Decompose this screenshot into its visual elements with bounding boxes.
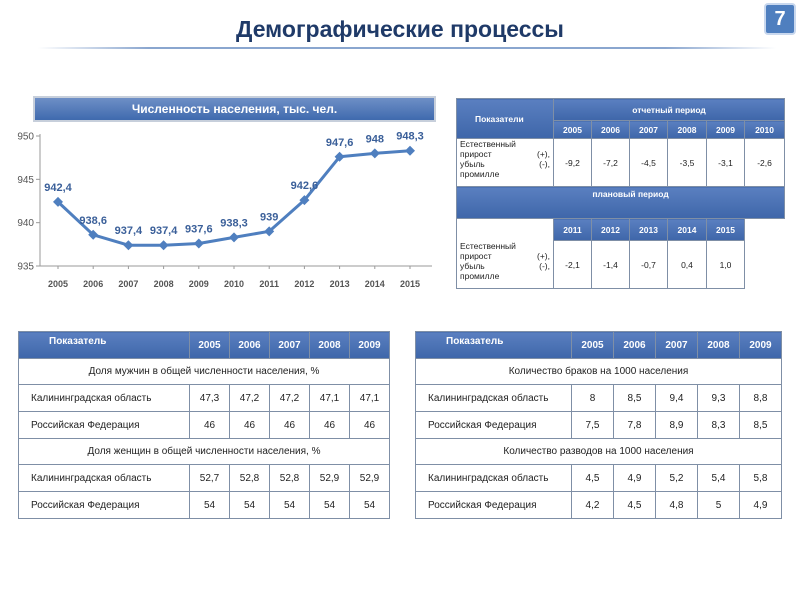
year-header: 2012: [592, 219, 630, 241]
indicator-header: Показатель: [416, 332, 572, 359]
title-divider: [38, 47, 776, 49]
row-label: Российская Федерация: [416, 492, 572, 519]
indicator-header: Показатели: [457, 99, 554, 139]
value-cell: -1,4: [592, 241, 630, 289]
marriage-divorce-table: [415, 331, 782, 519]
data-label: 942,6: [290, 180, 319, 193]
y-tick-label: 950: [17, 131, 34, 143]
value-cell: 46: [270, 412, 310, 439]
data-label: 948,3: [396, 130, 424, 143]
value-cell: -3,5: [668, 139, 707, 187]
value-cell: 54: [230, 492, 270, 519]
value-cell: 47,2: [270, 385, 310, 412]
indicator-header: Показатель: [19, 332, 190, 359]
value-cell: 52,8: [230, 465, 270, 492]
indicator-label: [457, 241, 554, 289]
value-cell: 46: [350, 412, 390, 439]
row-label: Калининградская область: [19, 385, 190, 412]
indicator-label-line: Естественный: [460, 240, 516, 251]
population-line-chart: [0, 122, 440, 300]
value-cell: 54: [350, 492, 390, 519]
indicator-label-line: прирост (+),: [460, 149, 550, 159]
value-cell: -7,2: [592, 139, 630, 187]
page-title: Демографические процессы: [236, 16, 564, 42]
value-cell: -4,5: [630, 139, 668, 187]
indicator-label-line: промилле: [460, 169, 500, 179]
value-cell: -2,6: [745, 139, 785, 187]
year-header: 2007: [656, 332, 698, 359]
value-cell: 8,9: [656, 412, 698, 439]
series-line: [58, 151, 410, 245]
indicator-label-line: убыль (-),: [460, 260, 550, 271]
chart-title-banner: Численность населения, тыс. чел.: [33, 96, 436, 122]
x-tick-label: 2011: [259, 279, 279, 289]
row-label: Российская Федерация: [416, 412, 572, 439]
year-header: 2008: [310, 332, 350, 359]
x-tick-label: 2014: [364, 279, 385, 289]
data-label: 938,6: [79, 214, 107, 227]
x-tick-label: 2012: [294, 279, 315, 289]
indicator-label-line: Естественный: [460, 139, 516, 149]
value-cell: 9,4: [656, 385, 698, 412]
year-header: 2014: [668, 219, 707, 241]
row-label: Российская Федерация: [19, 492, 190, 519]
indicator-label-line: убыль (-),: [460, 159, 550, 169]
value-cell: 47,3: [190, 385, 230, 412]
row-label: Калининградская область: [416, 385, 572, 412]
row-label: Российская Федерация: [19, 412, 190, 439]
value-cell: 5,8: [740, 465, 782, 492]
value-cell: 8: [572, 385, 614, 412]
blank-cell: [745, 241, 785, 289]
value-cell: 52,8: [270, 465, 310, 492]
year-header: 2006: [230, 332, 270, 359]
blank-cell: [457, 219, 554, 241]
data-label: 939: [260, 211, 279, 224]
value-cell: 4,9: [614, 465, 656, 492]
value-cell: 4,5: [614, 492, 656, 519]
value-cell: 8,3: [698, 412, 740, 439]
section-title-row: Доля женщин в общей численности населения, %: [19, 439, 390, 465]
year-header: 2009: [740, 332, 782, 359]
blank-cell: [745, 219, 785, 241]
year-header: 2010: [745, 121, 785, 139]
data-point-marker: [159, 240, 169, 250]
section-title-row: Количество разводов на 1000 населения: [416, 439, 782, 465]
value-cell: -9,2: [554, 139, 592, 187]
value-cell: 9,3: [698, 385, 740, 412]
y-tick-label: 940: [17, 218, 34, 230]
data-label: 942,4: [44, 181, 72, 194]
year-header: 2013: [630, 219, 668, 241]
section-title-row: Количество браков на 1000 населения: [416, 359, 782, 385]
year-header: 2005: [190, 332, 230, 359]
row-label: Калининградская область: [416, 465, 572, 492]
section-title-row: Доля мужчин в общей численности населения, %: [19, 359, 390, 385]
indicator-label: [457, 139, 554, 187]
year-header: 2008: [698, 332, 740, 359]
natural-growth-table: [456, 98, 785, 289]
data-label: 938,3: [220, 217, 248, 230]
value-cell: 0,4: [668, 241, 707, 289]
value-cell: 7,5: [572, 412, 614, 439]
value-cell: 8,8: [740, 385, 782, 412]
value-cell: -2,1: [554, 241, 592, 289]
value-cell: 5,4: [698, 465, 740, 492]
value-cell: 1,0: [707, 241, 745, 289]
value-cell: 7,8: [614, 412, 656, 439]
value-cell: 8,5: [614, 385, 656, 412]
data-point-marker: [370, 148, 380, 158]
y-tick-label: 935: [17, 261, 34, 273]
year-header: 2007: [270, 332, 310, 359]
x-tick-label: 2007: [118, 279, 139, 289]
value-cell: 52,9: [310, 465, 350, 492]
reported-period-header: отчетный период: [554, 99, 785, 121]
data-label: 937,4: [114, 225, 143, 238]
indicator-label-line: промилле: [460, 270, 500, 281]
value-cell: 47,2: [230, 385, 270, 412]
value-cell: 47,1: [350, 385, 390, 412]
value-cell: 5: [698, 492, 740, 519]
x-tick-label: 2010: [223, 279, 245, 289]
year-header: 2005: [554, 121, 592, 139]
value-cell: 5,2: [656, 465, 698, 492]
value-cell: 46: [310, 412, 350, 439]
planned-period-header: плановый период: [457, 187, 785, 219]
slide-number-badge: 7: [764, 3, 796, 35]
year-header: 2015: [707, 219, 745, 241]
gender-share-table: [18, 331, 390, 519]
year-header: 2005: [572, 332, 614, 359]
value-cell: 52,7: [190, 465, 230, 492]
value-cell: 54: [270, 492, 310, 519]
value-cell: -0,7: [630, 241, 668, 289]
value-cell: 4,2: [572, 492, 614, 519]
data-label: 948: [365, 133, 384, 146]
data-label: 937,6: [185, 223, 213, 236]
year-header: 2006: [592, 121, 630, 139]
value-cell: 46: [230, 412, 270, 439]
data-point-marker: [229, 232, 239, 242]
value-cell: 54: [190, 492, 230, 519]
data-label: 937,4: [149, 225, 178, 238]
data-point-marker: [123, 240, 133, 250]
data-label: 947,6: [325, 136, 354, 149]
value-cell: 46: [190, 412, 230, 439]
value-cell: 4,5: [572, 465, 614, 492]
value-cell: -3,1: [707, 139, 745, 187]
year-header: 2007: [630, 121, 668, 139]
x-tick-label: 2009: [188, 279, 209, 289]
value-cell: 4,8: [656, 492, 698, 519]
y-tick-label: 945: [17, 174, 34, 186]
x-tick-label: 2005: [47, 279, 69, 289]
year-header: 2009: [350, 332, 390, 359]
year-header: 2008: [668, 121, 707, 139]
year-header: 2011: [554, 219, 592, 241]
year-header: 2006: [614, 332, 656, 359]
value-cell: 52,9: [350, 465, 390, 492]
value-cell: 8,5: [740, 412, 782, 439]
row-label: Калининградская область: [19, 465, 190, 492]
x-tick-label: 2015: [399, 279, 421, 289]
value-cell: 4,9: [740, 492, 782, 519]
x-tick-label: 2006: [83, 279, 104, 289]
year-header: 2009: [707, 121, 745, 139]
x-tick-label: 2008: [153, 279, 174, 289]
indicator-label-line: прирост (+),: [460, 250, 550, 261]
x-tick-label: 2013: [329, 279, 350, 289]
value-cell: 47,1: [310, 385, 350, 412]
data-point-marker: [194, 238, 204, 248]
data-point-marker: [405, 146, 415, 156]
value-cell: 54: [310, 492, 350, 519]
